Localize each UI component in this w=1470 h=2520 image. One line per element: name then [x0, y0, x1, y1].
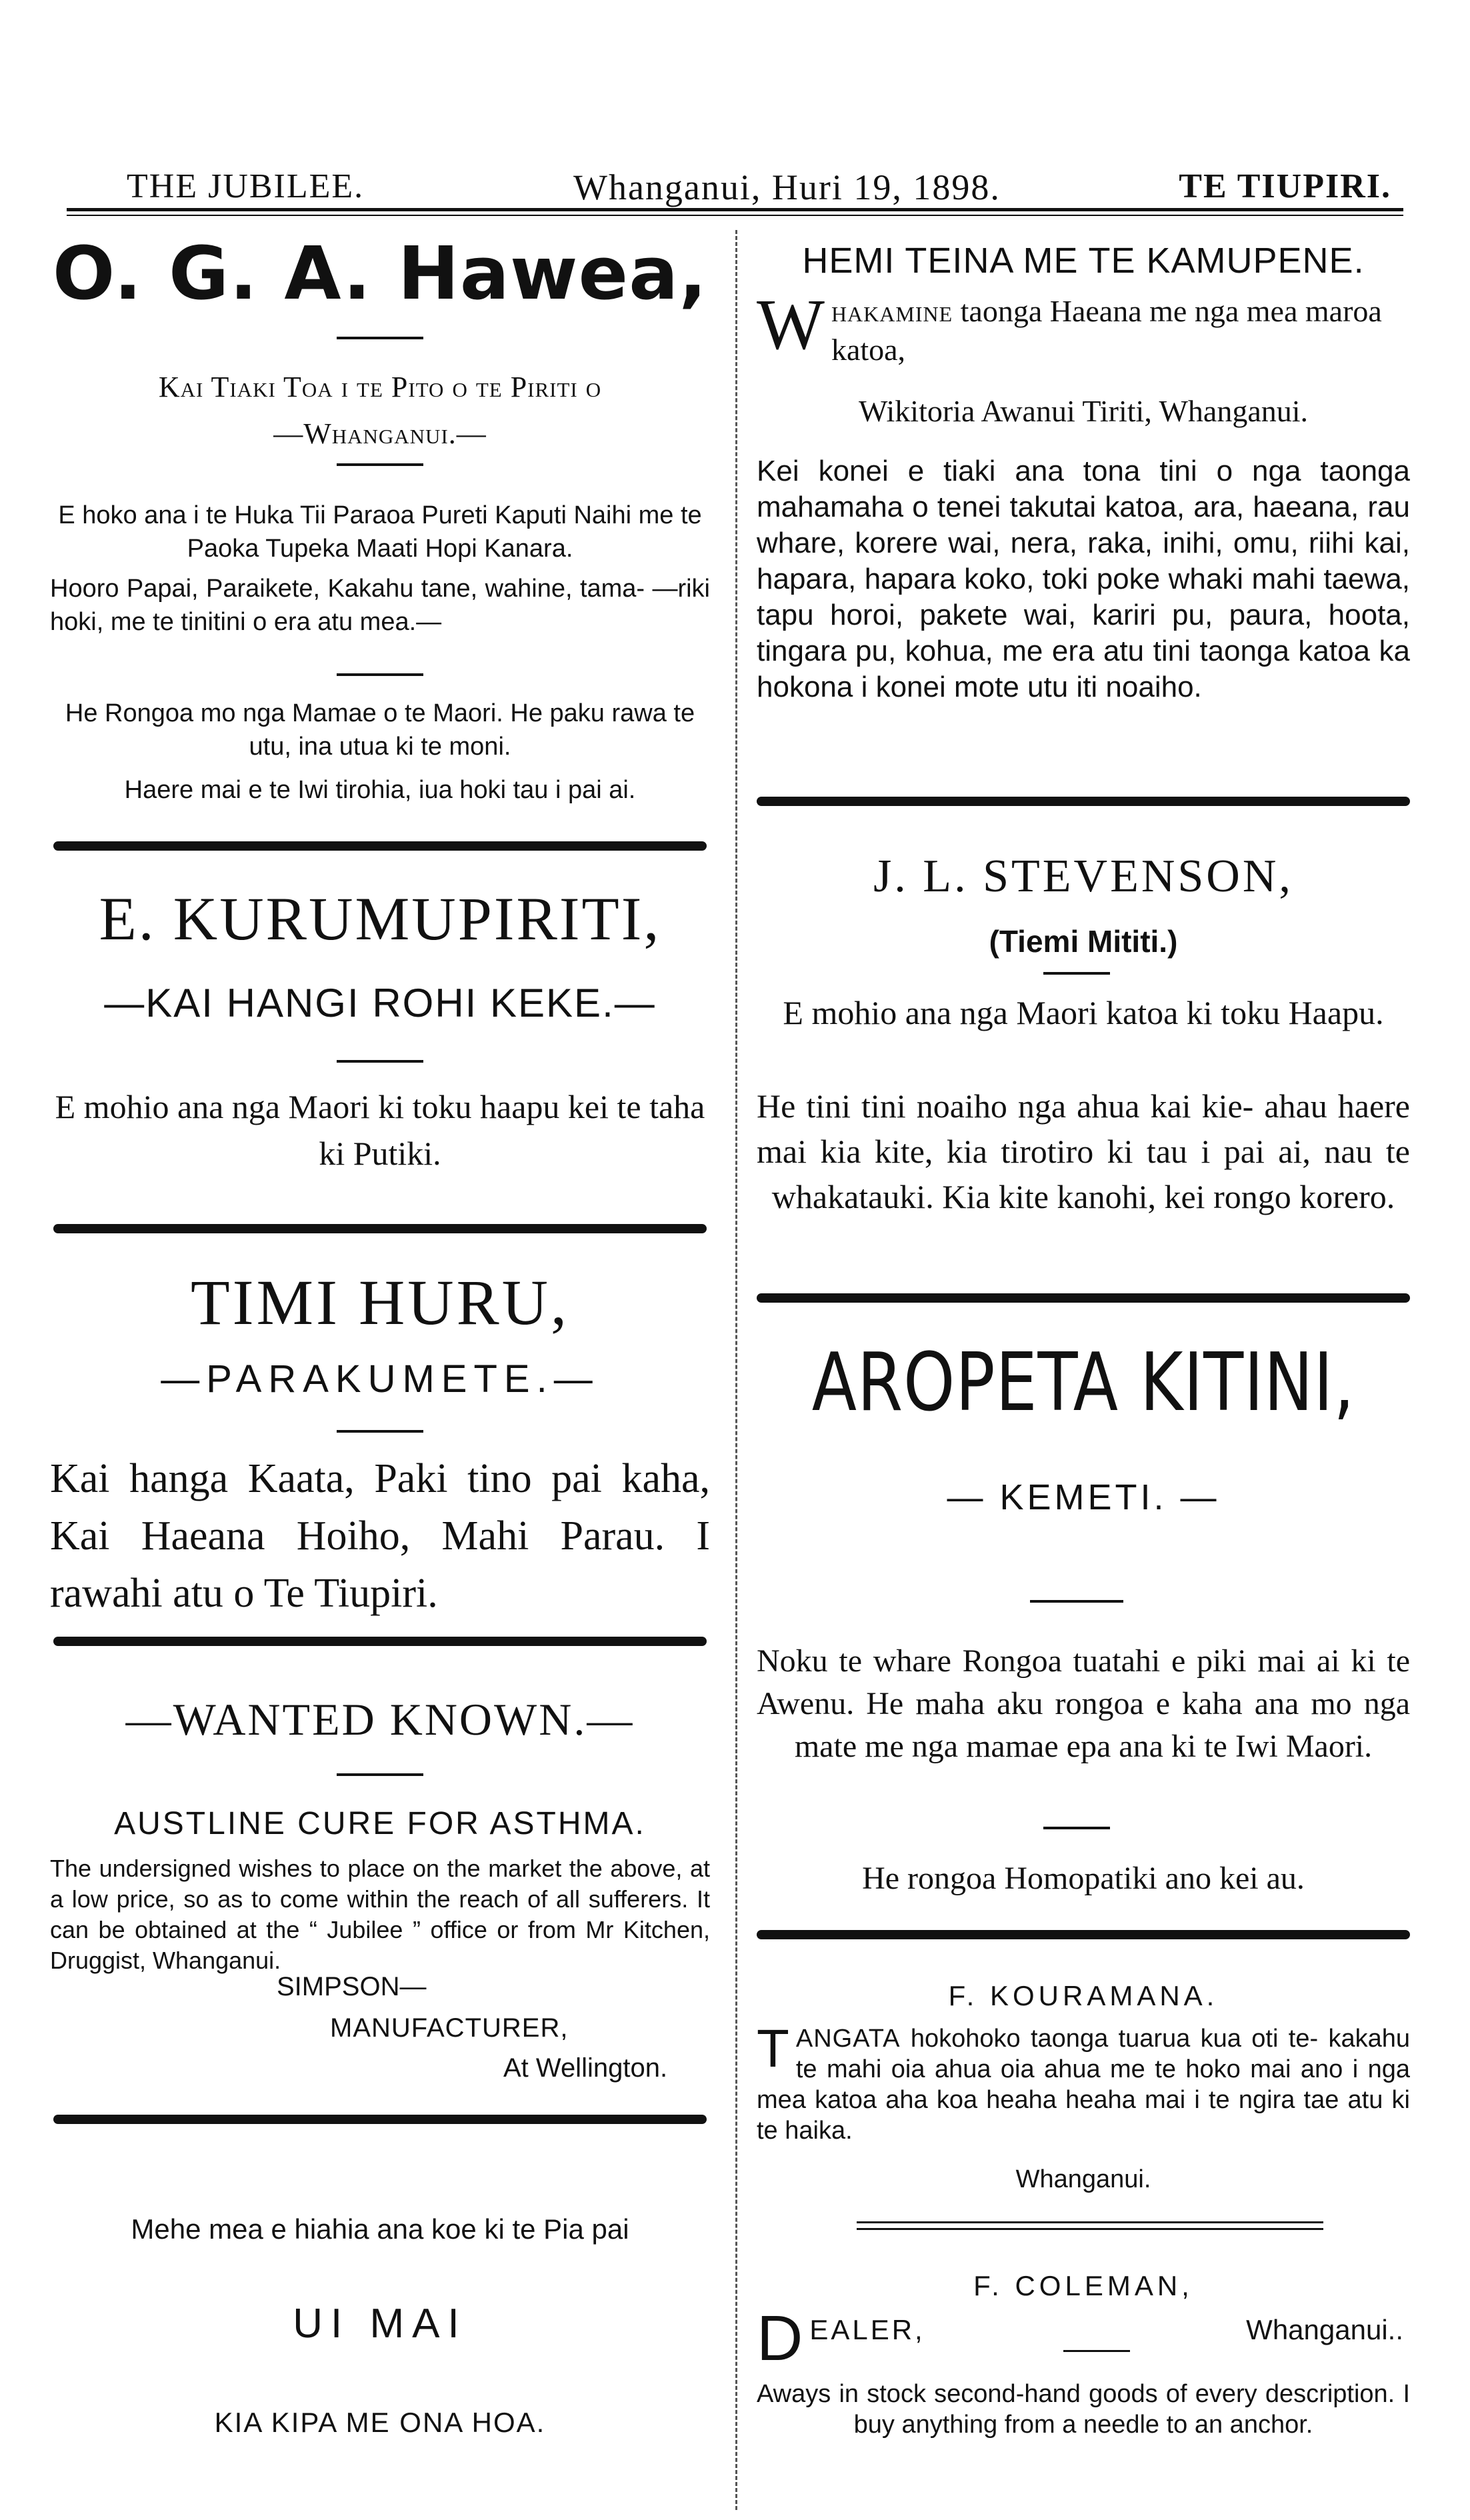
section-divider	[53, 2115, 707, 2124]
kouramana-body	[757, 2019, 1410, 2146]
pia-line-1: Mehe mea e hiahia ana koe ki te Pia pai	[131, 2213, 629, 2245]
hawea-title: O. G. A. Hawea,	[52, 231, 708, 316]
masthead-date: Whanganui, Huri 19, 1898.	[573, 167, 1001, 207]
wanted-title: —WANTED KNOWN.—	[125, 1694, 635, 1745]
aropeta-paragraph-1: Noku te whare Rongoa tuatahi e piki mai ai ki te Awenu. He maha aku rongoa e kaha ana mo nga mate me nga mamae epa ana ki te Iwi Maori.	[757, 1643, 1410, 1764]
coleman-body: Aways in stock second-hand goods of every description. I buy anything from a needle to an anchor.	[757, 2380, 1410, 2439]
divider	[337, 1060, 423, 1063]
divider	[337, 1773, 423, 1776]
kouramana-title: F. KOURAMANA.	[948, 1980, 1219, 2011]
hawea-subtitle-1: Kai Tiaki Toa i te Pito o te Piriti o	[158, 371, 602, 403]
wanted-signature-name: SIMPSON—	[277, 1972, 427, 2001]
section-divider	[757, 797, 1410, 806]
section-divider	[757, 1930, 1410, 1939]
hemi-intro	[757, 285, 1410, 368]
hawea-paragraph-2: Hooro Papai, Paraikete, Kakahu tane, wahine, tama- —riki hoki, me te tinitini o era atu mea.—	[50, 575, 710, 636]
stevenson-title: J. L. STEVENSON,	[873, 851, 1293, 902]
section-divider	[53, 841, 707, 851]
kurumupiriti-title: E. KURUMUPIRITI,	[99, 885, 661, 953]
divider	[1043, 972, 1110, 975]
hemi-title: HEMI TEINA ME TE KAMUPENE.	[802, 241, 1365, 281]
divider	[337, 463, 423, 466]
aropeta-subtitle: — KEMETI. —	[947, 1477, 1220, 1517]
hemi-body: Kei konei e tiaki ana tona tini o nga taonga mahamaha o tenei takutai katoa, ara, haeana, rau whare, korere wai, nera, raka, inihi, omu, riihi kai, hapara, hapara koko, toki poke whaki mahi taewa, tapu horoi, pakete wai, kariri pu, paura, hoota, tingara pu, kohua, me era atu tini taonga katoa ka hokona i konei mote utu iti noaiho.	[757, 455, 1410, 703]
wanted-signature-title: MANUFACTURER,	[330, 2013, 569, 2043]
coleman-intro-caps: EALER,	[809, 2314, 925, 2345]
divider	[1043, 1827, 1110, 1829]
divider	[857, 2221, 1323, 2223]
aropeta-paragraph-2: He rongoa Homopatiki ano kei au.	[862, 1861, 1305, 1896]
coleman-dealer-line	[757, 2303, 1410, 2374]
divider	[337, 337, 423, 339]
header-rule-thin	[67, 215, 1403, 216]
hawea-paragraph-4: Haere mai e te Iwi tirohia, iua hoki tau i pai ai.	[124, 776, 636, 804]
coleman-dropcap: D	[757, 2303, 803, 2374]
timi-huru-subtitle: —PARAKUMETE.—	[161, 1357, 599, 1401]
timi-huru-body: Kai hanga Kaata, Paki tino pai kaha, Kai Haeana Hoiho, Mahi Parau. I rawahi atu o Te Tiupiri.	[50, 1456, 710, 1616]
column-divider	[735, 230, 737, 2510]
masthead-right: TE TIUPIRI.	[1179, 167, 1391, 205]
divider	[337, 1430, 423, 1433]
hawea-paragraph-1: E hoko ana i te Huka Tii Paraoa Pureti Kaputi Naihi me te Paoka Tupeka Maati Hopi Kanara.	[58, 501, 702, 563]
pia-line-3: KIA KIPA ME ONA HOA.	[214, 2407, 546, 2438]
divider	[1063, 2350, 1130, 2352]
timi-huru-title: TIMI HURU,	[191, 1267, 569, 1338]
kurumupiriti-body: E mohio ana nga Maori ki toku haapu kei te taha ki Putiki.	[55, 1088, 705, 1172]
hawea-paragraph-3: He Rongoa mo nga Mamae o te Maori. He paku rawa te utu, ina utua ki te moni.	[65, 699, 695, 761]
hemi-dropcap: W	[757, 285, 825, 365]
hawea-subtitle-2: —Whanganui.—	[273, 417, 487, 450]
divider	[337, 673, 423, 676]
wanted-body: The undersigned wishes to place on the market the above, at a low price, so as to come within the reach of all sufferers. It can be obtained at the “ Jubilee ” office or from Mr Kitchen, Druggist, Whanganui.	[50, 1855, 710, 1974]
aropeta-title: AROPETA KITINI,	[811, 1337, 1355, 1429]
divider	[1030, 1600, 1123, 1603]
stevenson-paragraph-1: E mohio ana nga Maori katoa ki toku Haapu.	[783, 994, 1384, 1031]
hemi-intro-caps: HAKAMINE	[831, 302, 953, 326]
section-divider	[53, 1637, 707, 1646]
section-divider	[53, 1224, 707, 1233]
section-divider	[757, 1293, 1410, 1303]
coleman-place: Whanganui..	[1246, 2314, 1403, 2345]
wanted-subtitle: AUSTLINE CURE FOR ASTHMA.	[114, 1806, 646, 1841]
hemi-intro-text: taonga Haeana me nga mea maroa katoa,	[831, 294, 1382, 367]
stevenson-paragraph-2: He tini tini noaiho nga ahua kai kie- ahau haere mai kia kite, kia tirotiro ki tau i pai ai, nau te whakatauki. Kia kite kanohi, kei rongo korero.	[757, 1087, 1410, 1215]
kouramana-dropcap: T	[757, 2019, 789, 2078]
masthead-left: THE JUBILEE.	[127, 167, 365, 205]
kouramana-place: Whanganui.	[1015, 2165, 1151, 2193]
kouramana-intro-caps: ANGATA	[795, 2025, 901, 2053]
stevenson-subtitle: (Tiemi Mititi.)	[989, 924, 1178, 959]
coleman-title: F. COLEMAN,	[973, 2270, 1193, 2301]
pia-line-2: UI MAI	[293, 2301, 467, 2347]
kurumupiriti-subtitle: —KAI HANGI ROHI KEKE.—	[104, 981, 656, 1025]
header-rule	[67, 208, 1403, 211]
kouramana-text: hokohoko taonga tuarua kua oti te- kakahu te mahi oia ahua oia ahua me te hoko mai ano i nga mea katoa aha koa heaha heaha mai i te ngira tae atu ki te haika.	[757, 2025, 1410, 2145]
hemi-address: Wikitoria Awanui Tiriti, Whanganui.	[858, 394, 1309, 428]
wanted-signature-place: At Wellington.	[503, 2053, 668, 2083]
divider	[857, 2228, 1323, 2230]
